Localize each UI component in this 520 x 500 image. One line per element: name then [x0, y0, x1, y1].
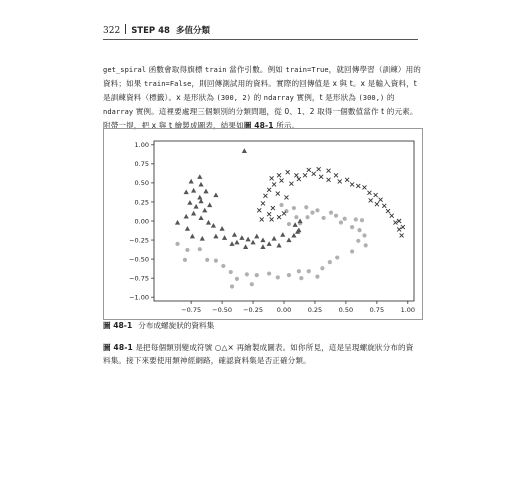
x-tick-label: −0.75 [181, 306, 202, 314]
circle-point [307, 269, 311, 273]
triangle-point [232, 232, 237, 237]
circle-point [214, 259, 218, 263]
x-point [271, 206, 275, 210]
x-tick-label: 0.75 [369, 306, 385, 314]
y-tick-label: 1.00 [134, 141, 149, 150]
triangle-point [185, 226, 190, 231]
y-tick-label: −1.00 [129, 293, 149, 302]
triangle-point [271, 236, 276, 241]
triangle-point [175, 220, 180, 225]
x-point [277, 215, 281, 219]
circle-point [335, 255, 339, 259]
circle-point [329, 211, 333, 215]
circle-point [299, 276, 303, 280]
circle-point [292, 206, 296, 210]
y-tick-label: −0.75 [129, 274, 149, 283]
triangle-point [200, 236, 205, 241]
x-point [289, 182, 293, 186]
y-tick-label: 0.25 [134, 198, 149, 207]
triangle-point [222, 235, 227, 240]
code-train-false: train=False [143, 80, 192, 88]
plot-frame [154, 141, 414, 301]
circle-point [350, 225, 354, 229]
x-point [400, 233, 404, 237]
x-point [277, 173, 281, 177]
x-point [390, 214, 394, 218]
text-span: ，則回傳測試用的資料。實際的回傳值是 x 與 t。x 是輸入資料，t 是訓練資料（標籤）。x 是形狀為 [103, 79, 417, 102]
circle-point [175, 242, 179, 246]
x-point [263, 194, 267, 198]
triangle-point [260, 244, 265, 249]
triangle-point [198, 182, 203, 187]
x-point [307, 168, 311, 172]
code-shape-300: (300,) [358, 94, 385, 102]
triangle-point [229, 241, 234, 246]
y-tick-label: 0.75 [134, 160, 149, 169]
circle-point [294, 215, 298, 219]
triangle-point [293, 222, 298, 227]
circle-point [356, 239, 360, 243]
triangle-point [260, 237, 265, 242]
x-point [276, 192, 280, 196]
triangle-point [219, 226, 224, 231]
x-point [282, 211, 286, 215]
x-tick-label: −0.25 [243, 306, 264, 314]
step-label: STEP 48 [131, 26, 170, 36]
circle-point [322, 216, 326, 220]
code-shape-300-2: (300, 2) [216, 94, 252, 102]
x-point [327, 178, 331, 182]
figure-spiral-scatter [103, 128, 423, 320]
triangle-point [202, 208, 207, 213]
x-point [312, 172, 316, 176]
triangle-point [280, 232, 285, 237]
x-tick-label: 0.50 [338, 306, 354, 314]
triangle-point [197, 174, 202, 179]
x-point [401, 225, 405, 229]
x-point [284, 195, 288, 199]
scatter-chart [104, 129, 422, 319]
triangle-point [243, 244, 248, 249]
text-span: 的 [384, 93, 395, 102]
triangle-point [198, 215, 203, 220]
x-point [257, 208, 261, 212]
circle-point [276, 275, 280, 279]
circle-point [315, 275, 319, 279]
page-number: 322 [103, 26, 121, 36]
triangle-point [187, 200, 192, 205]
triangle-point [245, 237, 250, 242]
x-point [303, 173, 307, 177]
circle-point [250, 282, 254, 286]
triangle-point [191, 188, 196, 193]
circle-point [364, 243, 368, 247]
y-tick-label: −0.25 [129, 236, 149, 245]
triangle-point [213, 192, 218, 197]
x-point [260, 217, 264, 221]
circle-point [304, 205, 308, 209]
x-point [327, 169, 331, 173]
x-point [393, 221, 397, 225]
triangle-point [254, 234, 259, 239]
triangle-point [206, 220, 211, 225]
figure-caption [103, 320, 214, 332]
triangle-point [184, 189, 189, 194]
x-point [374, 193, 378, 197]
x-point [294, 173, 298, 177]
x-point [375, 202, 379, 206]
header-separator [125, 24, 126, 34]
x-point [272, 182, 276, 186]
code-ndarray: ndarray [263, 94, 294, 102]
triangle-point [242, 148, 247, 153]
circle-point [267, 271, 271, 275]
triangle-point [239, 235, 244, 240]
y-tick-label: 0.00 [134, 217, 149, 226]
circle-point [279, 203, 283, 207]
text-span: 當作引數。例如 [226, 65, 286, 74]
circle-point [343, 217, 347, 221]
triangle-point [213, 234, 218, 239]
x-tick-label: 0.00 [276, 306, 292, 314]
circle-point [205, 258, 209, 262]
circle-point [230, 284, 234, 288]
figure-reference: 圖 48-1 [103, 343, 133, 352]
text-span: 實例。這裡要處理三個類別的分類問題，從 0、1、2 取得一個數值當作 t 的元素。附帶一提，把 x 與 t 繪製成圖表，結果如 [103, 107, 418, 130]
text-span: 所示。 [273, 121, 300, 130]
circle-point [362, 233, 366, 237]
code-get-spiral: get_spiral [103, 66, 147, 74]
x-point [270, 217, 274, 221]
circle-point [235, 277, 239, 281]
triangle-point [191, 211, 196, 216]
x-point [356, 184, 360, 188]
x-point [267, 212, 271, 216]
x-point [397, 227, 401, 231]
circle-point [315, 208, 319, 212]
x-point [261, 201, 265, 205]
circle-point [357, 228, 361, 232]
x-point [367, 191, 371, 195]
circle-point [305, 215, 309, 219]
circle-point [310, 211, 314, 215]
x-point [345, 178, 349, 182]
x-point [362, 185, 366, 189]
running-header [103, 24, 418, 38]
x-point [319, 175, 323, 179]
text-span: 函數會取得旗標 [146, 65, 206, 74]
text-span: 實例，t 是形狀為 [294, 93, 359, 102]
triangle-point [297, 218, 302, 223]
figure-reference: 圖 48-1 [243, 121, 274, 130]
circle-point [198, 247, 202, 251]
axis-ticks [129, 141, 415, 314]
triangle-point [197, 195, 202, 200]
triangle-point [207, 202, 212, 207]
x-point [334, 173, 338, 177]
figure-number: 圖 48-1 [103, 321, 133, 330]
paragraph-1 [103, 63, 421, 132]
x-point [338, 179, 342, 183]
data-points [175, 148, 405, 288]
triangle-point [203, 189, 208, 194]
header-rule [103, 39, 418, 40]
circle-point [360, 218, 364, 222]
circle-point [183, 258, 187, 262]
code-ndarray: ndarray [103, 108, 134, 116]
text-span: 是把每個類別變成符號 ○△× 再繪製成圖表。如你所見，這是呈現螺旋狀分布的資料集。接下來要使用類神經網路，確認資料集是否正確分類。 [103, 343, 414, 365]
x-point [379, 198, 383, 202]
triangle-point [189, 179, 194, 184]
circle-point [185, 248, 189, 252]
triangle-point [211, 223, 216, 228]
triangle-point [286, 237, 291, 242]
x-tick-label: −0.50 [212, 306, 233, 314]
x-point [286, 170, 290, 174]
figure-caption-text: 分布成螺旋狀的資料集 [138, 321, 215, 330]
triangle-point [193, 204, 198, 209]
code-train: train [205, 66, 227, 74]
circle-point [334, 214, 338, 218]
circle-point [339, 220, 343, 224]
x-point [280, 179, 284, 183]
x-point [267, 188, 271, 192]
x-point [386, 209, 390, 213]
triangle-point [184, 214, 189, 219]
circle-point [328, 260, 332, 264]
circle-point [229, 270, 233, 274]
triangle-point [267, 241, 272, 246]
circle-point [221, 264, 225, 268]
x-point [297, 177, 301, 181]
triangle-point [234, 240, 239, 245]
code-train-true: train=True [285, 66, 329, 74]
x-point [317, 167, 321, 171]
circle-point [245, 272, 249, 276]
paragraph-2 [103, 341, 421, 367]
circle-point [287, 273, 291, 277]
triangle-point [190, 234, 195, 239]
x-point [270, 176, 274, 180]
x-point [397, 219, 401, 223]
x-tick-label: 1.00 [400, 306, 416, 314]
circle-point [354, 217, 358, 221]
circle-point [320, 266, 324, 270]
triangle-point [276, 243, 281, 248]
circle-point [255, 273, 259, 277]
circle-point [297, 269, 301, 273]
triangle-point [250, 240, 255, 245]
text-span: ，就回傳學習（訓練）用的資料；如果 [103, 65, 421, 88]
y-tick-label: 0.50 [134, 179, 149, 188]
x-point [350, 182, 354, 186]
text-span: 的 [251, 93, 264, 102]
x-point [369, 198, 373, 202]
y-tick-label: −0.50 [129, 255, 149, 264]
circle-point [350, 249, 354, 253]
x-tick-label: 0.25 [307, 306, 323, 314]
circle-point [287, 222, 291, 226]
chapter-title: 多值分類 [175, 26, 210, 36]
x-point [382, 204, 386, 208]
